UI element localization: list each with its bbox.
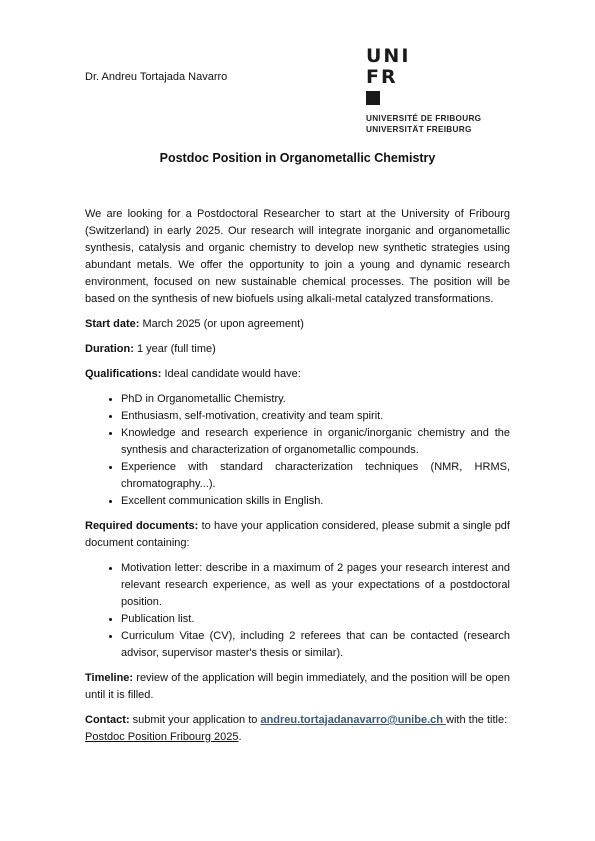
start-date-paragraph — [85, 316, 510, 333]
duration-label: Duration: — [85, 343, 134, 355]
start-date-label: Start date: — [85, 318, 140, 330]
logo-text-german: UNIVERSITÄT FREIBURG — [366, 125, 472, 134]
qualifications-list — [85, 391, 510, 510]
qualifications-value: Ideal candidate would have: — [161, 368, 301, 380]
list-item: • Experience with standard characterization techniques (NMR, HRMS, chromatography...). — [121, 459, 510, 493]
qualifications-paragraph — [85, 366, 510, 383]
start-date-value: March 2025 (or upon agreement) — [139, 318, 304, 330]
list-item: • Enthusiasm, self-motivation, creativity and team spirit. — [121, 408, 510, 425]
document-body — [85, 206, 510, 754]
logo-row-uni: UNI — [366, 45, 411, 67]
duration-paragraph — [85, 341, 510, 358]
unifr-logo — [366, 47, 481, 135]
logo-text-french: UNIVERSITÉ DE FRIBOURG — [366, 114, 482, 123]
documents-paragraph — [85, 518, 510, 552]
author-name: Dr. Andreu Tortajada Navarro — [85, 71, 228, 83]
contact-text: submit your application to — [129, 714, 261, 726]
page-title: Postdoc Position in Organometallic Chemistry — [159, 151, 436, 165]
contact-label: Contact: — [85, 714, 130, 726]
qualifications-label: Qualifications: — [85, 368, 162, 380]
logo-square — [366, 91, 380, 105]
logo-row-fr: FR — [366, 66, 398, 88]
timeline-value: review of the application will begin immediately, and the position will be open until it is filled. — [85, 672, 510, 701]
list-item: • Curriculum Vitae (CV), including 2 referees that can be contacted (research advisor, supervisor master's thesis or similar). — [121, 628, 510, 662]
contact-paragraph — [85, 712, 510, 746]
list-item: • PhD in Organometallic Chemistry. — [121, 391, 510, 408]
documents-label: Required documents: — [85, 520, 199, 532]
contact-text-title: with the title: — [446, 714, 508, 726]
documents-list — [85, 560, 510, 662]
email-link[interactable]: andreu.tortajadanavarro@unibe.ch — [260, 714, 447, 726]
intro-paragraph: We are looking for a Postdoctoral Researcher to start at the University of Fribourg (Switzerland) in early 2025. Our research will integrate inorganic and organometallic synthesis, catalysis and organic chemistry to develop new synthetic strategies using abundant metals. We offer the opportunity to join a young and dynamic research environment, focused on new sustainable chemical processes. The position will be based on the synthesis of new biofuels using alkali-metal catalyzed transformations. — [85, 208, 510, 305]
documents-value: to have your application considered, please submit a single pdf document containing: — [85, 520, 510, 549]
duration-value: 1 year (full time) — [133, 343, 216, 355]
list-item: • Excellent communication skills in English. — [121, 493, 510, 510]
timeline-label: Timeline: — [85, 672, 134, 684]
list-item: • Publication list. — [121, 611, 510, 628]
contact-subject: Postdoc Position Fribourg 2025 — [85, 731, 239, 743]
contact-end: . — [238, 731, 242, 743]
list-item: • Motivation letter: describe in a maximum of 2 pages your research interest and relevant research experience, as well as your expectations of a postdoctoral position. — [121, 560, 510, 611]
timeline-paragraph — [85, 670, 510, 704]
list-item: • Knowledge and research experience in organic/inorganic chemistry and the synthesis and characterization of organometallic compounds. — [121, 425, 510, 459]
